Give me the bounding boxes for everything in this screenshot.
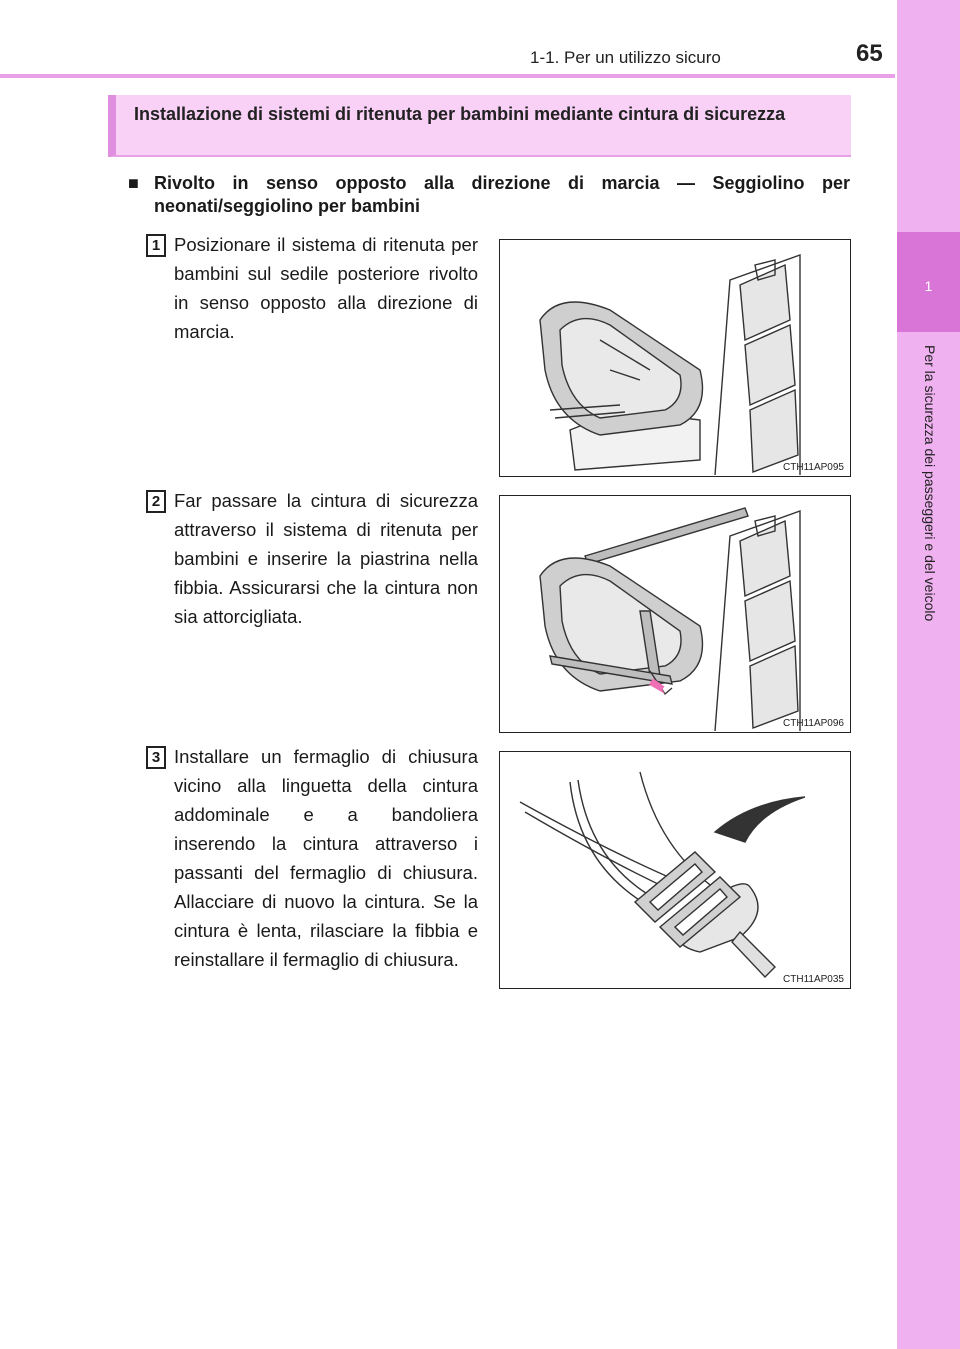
subheading-line2: neonati/seggiolino per bambini	[154, 196, 421, 216]
step-number-badge: 3	[146, 746, 166, 769]
chapter-number: 1	[924, 278, 933, 294]
locking-clip-illustration	[500, 752, 851, 989]
step-text: Far passare la cintura di sicurezza attraverso il sistema di ritenuta per bambini e inserire la piastrina nella fibbia. Assicurarsi che la cintura non sia attorcigliata.	[174, 490, 478, 627]
figure-code: CTH11AP096	[783, 718, 844, 729]
step-number-badge: 1	[146, 234, 166, 257]
rear-facing-child-seat-illustration	[500, 240, 851, 477]
figure-code: CTH11AP095	[783, 462, 844, 473]
running-head: 1-1. Per un utilizzo sicuro	[530, 48, 721, 67]
step-text: Installare un fermaglio di chiusura vicino alla linguetta della cintura addominale e a bandoliera inserendo la cintura attraverso i passanti del fermaglio di chiusura. Allacciare di nuovo la cintura. Se la cintura è lenta, rilasciare la fibbia e reinstallare il fermaglio di chiusura.	[174, 746, 478, 970]
figure-belt-routing	[499, 495, 851, 733]
seat-belt-routing-illustration	[500, 496, 851, 733]
section-title: Installazione di sistemi di ritenuta per bambini mediante cintura di sicurezza	[134, 104, 786, 124]
page-number: 65	[856, 40, 883, 67]
figure-code: CTH11AP035	[783, 974, 844, 985]
subheading-line1: Rivolto in senso opposto alla direzione di marcia — Seggiolino per	[154, 173, 850, 193]
subheading	[128, 168, 850, 198]
square-bullet-icon: ■	[128, 173, 139, 193]
figure-locking-clip	[499, 751, 851, 989]
figure-rear-facing-seat	[499, 239, 851, 477]
chapter-title: Per la sicurezza dei passeggeri e del veicolo	[922, 345, 938, 622]
step-number-badge: 2	[146, 490, 166, 513]
header-divider	[0, 74, 895, 78]
step-text: Posizionare il sistema di ritenuta per bambini sul sedile posteriore rivolto in senso opposto alla direzione di marcia.	[174, 234, 478, 342]
section-title-box	[108, 95, 851, 157]
